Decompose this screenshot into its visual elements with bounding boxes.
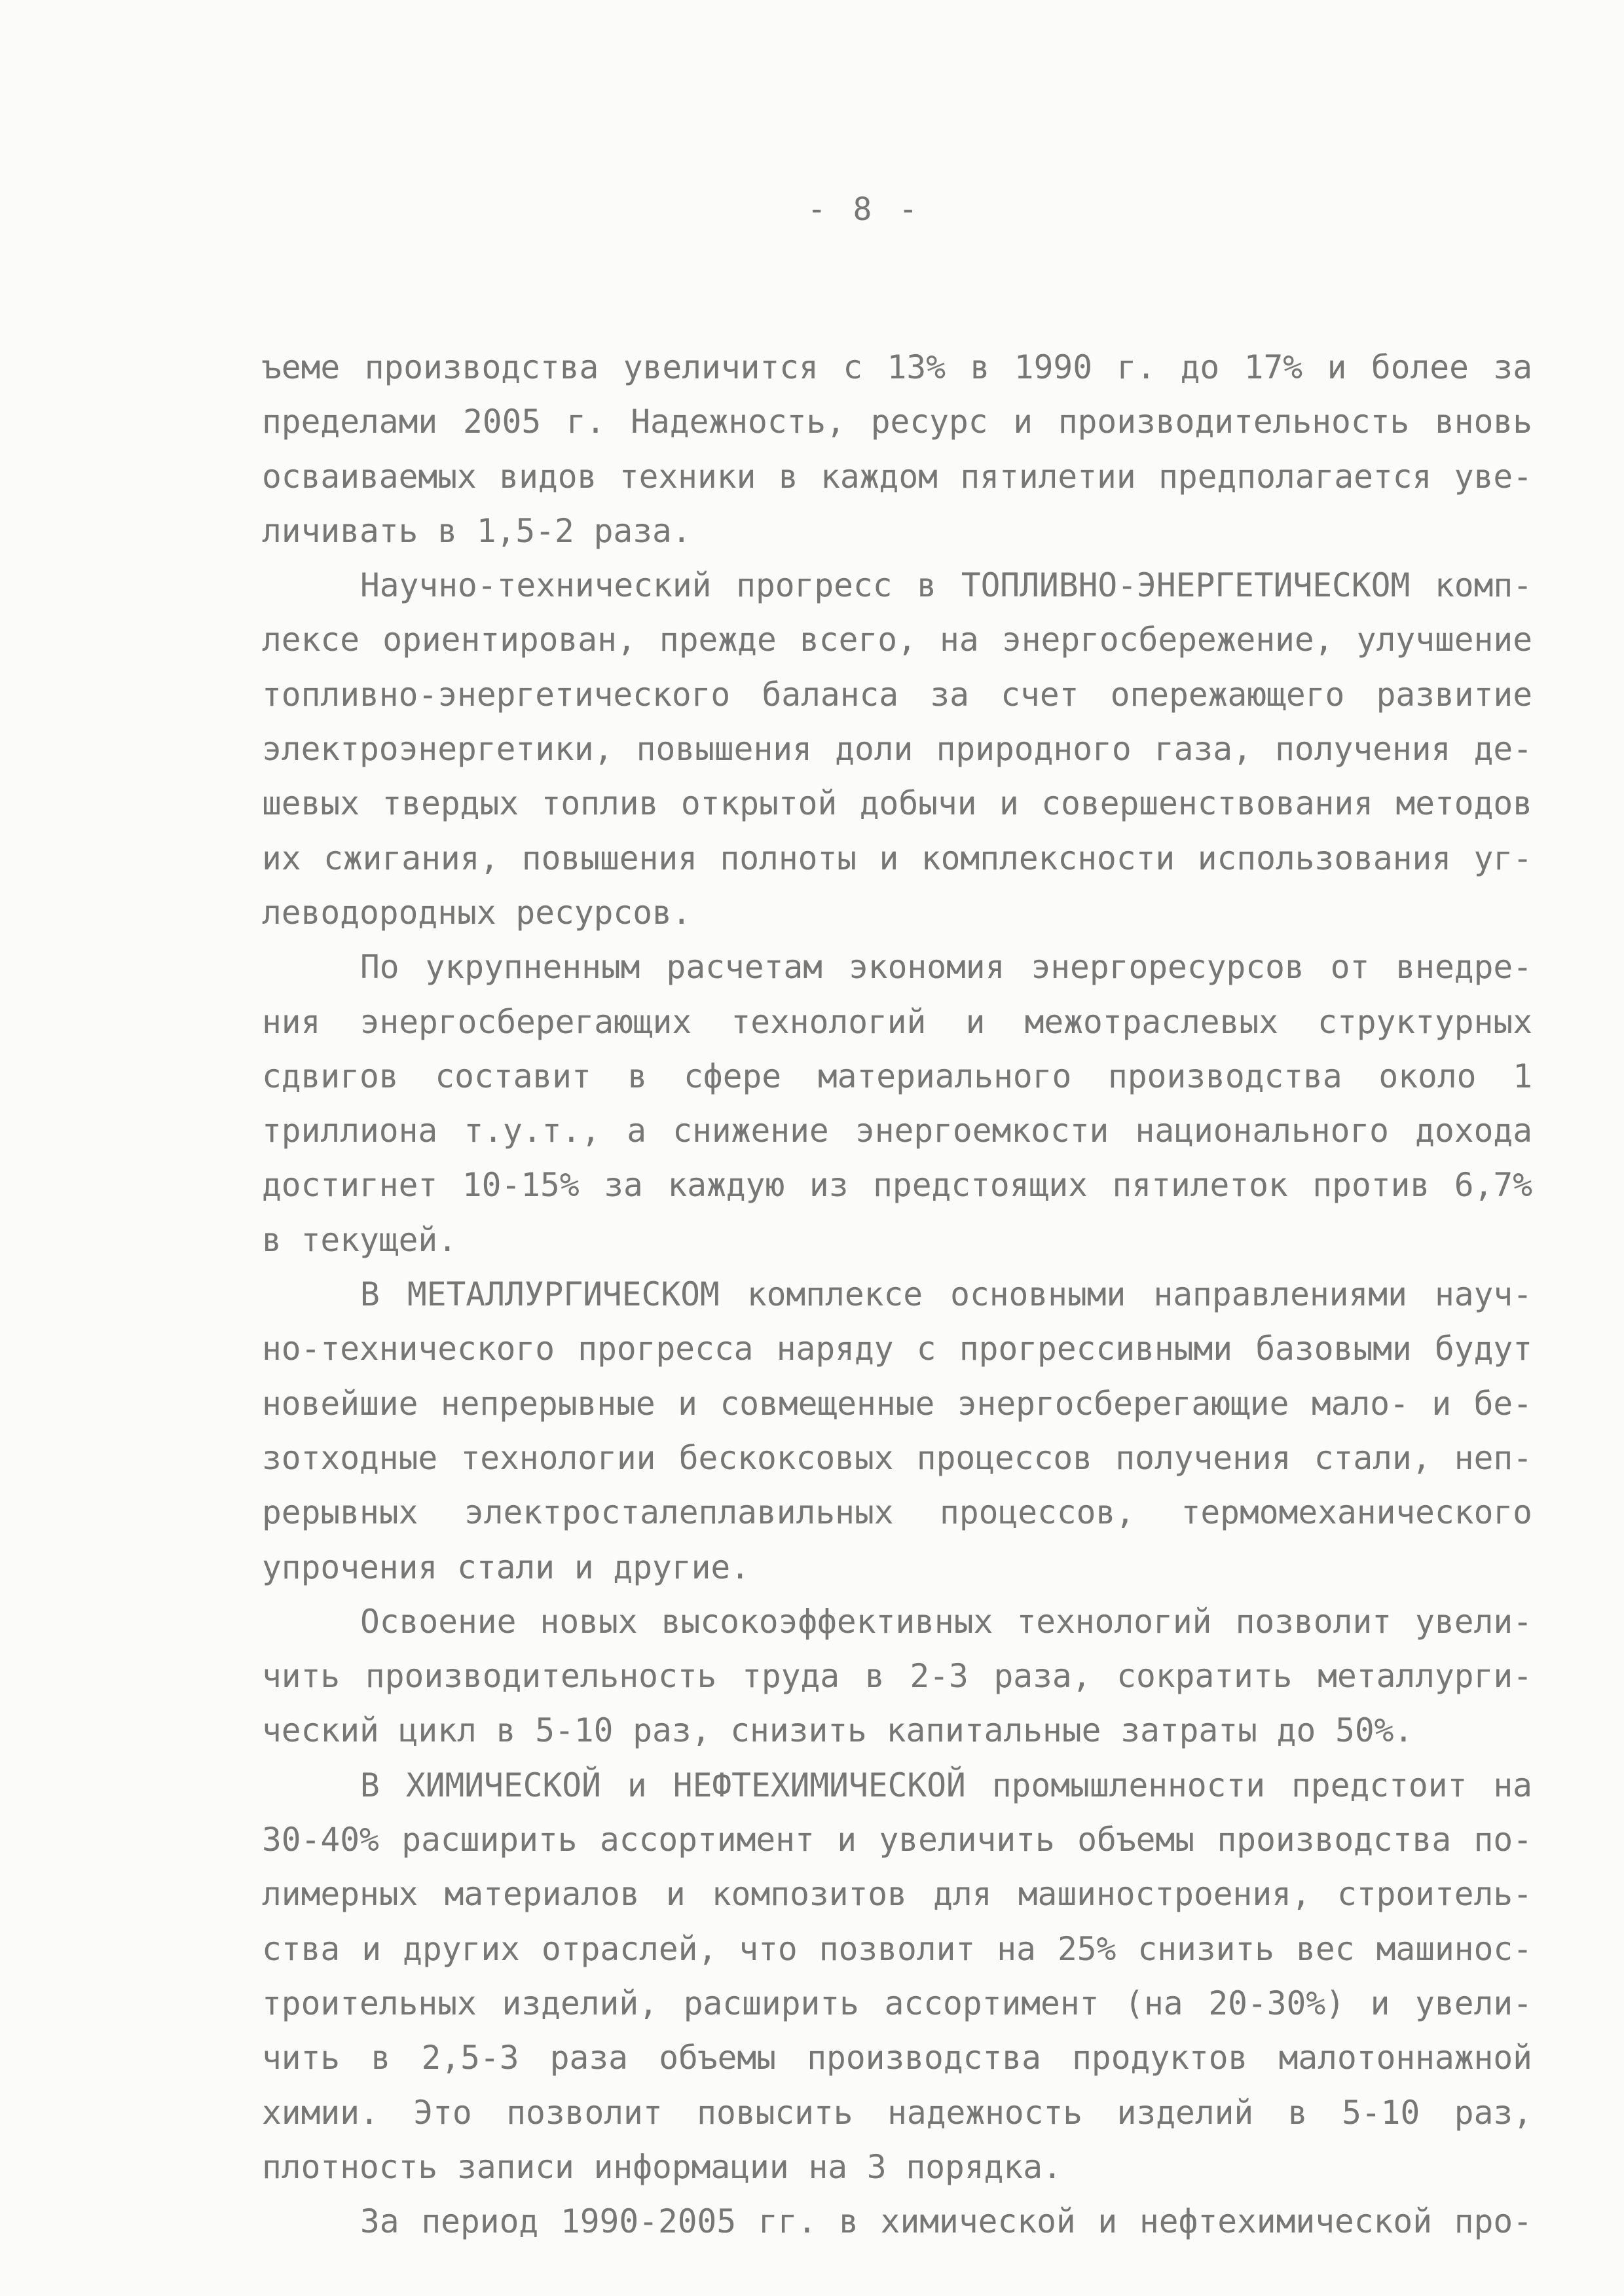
text-line: осваиваемых видов техники в каждом пятилетии предполагается уве- [262,457,1532,496]
text-line: чить производительность труда в 2-3 раза, сократить металлурги- [262,1657,1532,1696]
paragraph-first-line: За период 1990-2005 гг. в химической и нефтехимической про- [360,2202,1532,2241]
paragraph-first-line: Научно-технический прогресс в ТОПЛИВНО-ЭНЕРГЕТИЧЕСКОМ комп- [360,566,1532,605]
text-line: троительных изделий, расширить ассортимент (на 20-30%) и увели- [262,1984,1532,2022]
text-line: в текущей. [262,1220,458,1259]
document-body [262,340,1532,2249]
text-line: ства и других отраслей, что позволит на 25% снизить вес машинос- [262,1929,1532,1968]
text-line: триллиона т.у.т., а снижение энергоемкости национального дохода [262,1112,1532,1150]
paragraph-first-line: Освоение новых высокоэффективных технологий позволит увели- [360,1602,1532,1641]
text-line: 30-40% расширить ассортимент и увеличить объемы производства по- [262,1821,1532,1859]
text-line: зотходные технологии бескоксовых процессов получения стали, неп- [262,1438,1532,1477]
text-line: шевых твердых топлив открытой добычи и совершенствования методов [262,784,1532,823]
text-line: сдвигов составит в сфере материального производства около 1 [262,1057,1532,1095]
text-line: их сжигания, повышения полноты и комплексности использования уг- [262,839,1532,877]
text-line: плотность записи информации на 3 порядка. [262,2147,1062,2186]
paragraph-first-line: В МЕТАЛЛУРГИЧЕСКОМ комплексе основными направлениями науч- [360,1275,1532,1314]
text-line: чить в 2,5-3 раза объемы производства продуктов малотоннажной [262,2039,1532,2077]
text-line: но-технического прогресса наряду с прогрессивными базовыми будут [262,1330,1532,1368]
page-number: - 8 - [807,191,922,228]
paragraph-first-line: В ХИМИЧЕСКОЙ и НЕФТЕХИМИЧЕСКОЙ промышленности предстоит на [360,1766,1532,1804]
text-line: пределами 2005 г. Надежность, ресурс и производительность вновь [262,403,1532,441]
text-line: электроэнергетики, повышения доли природного газа, получения де- [262,730,1532,769]
text-line: лимерных материалов и композитов для машиностроения, строитель- [262,1875,1532,1914]
text-line: новейшие непрерывные и совмещенные энергосберегающие мало- и бе- [262,1384,1532,1423]
text-line: ческий цикл в 5-10 раз, снизить капитальные затраты до 50%. [262,1711,1414,1750]
text-line: лексе ориентирован, прежде всего, на энергосбережение, улучшение [262,621,1532,659]
text-line: рерывных электросталеплавильных процессов, термомеханического [262,1493,1532,1532]
text-line: топливно-энергетического баланса за счет опережающего развитие [262,675,1532,714]
text-line: ния энергосберегающих технологий и межотраслевых структурных [262,1002,1532,1041]
text-line: химии. Это позволит повысить надежность изделий в 5-10 раз, [262,2093,1532,2132]
text-line: леводородных ресурсов. [262,893,692,932]
text-line: упрочения стали и другие. [262,1548,750,1586]
text-line: достигнет 10-15% за каждую из предстоящих пятилеток против 6,7% [262,1166,1532,1205]
text-line: личивать в 1,5-2 раза. [262,511,692,550]
text-line: ъеме производства увеличится с 13% в 1990 г. до 17% и более за [262,348,1532,386]
paragraph-first-line: По укрупненным расчетам экономия энергоресурсов от внедре- [360,948,1532,987]
